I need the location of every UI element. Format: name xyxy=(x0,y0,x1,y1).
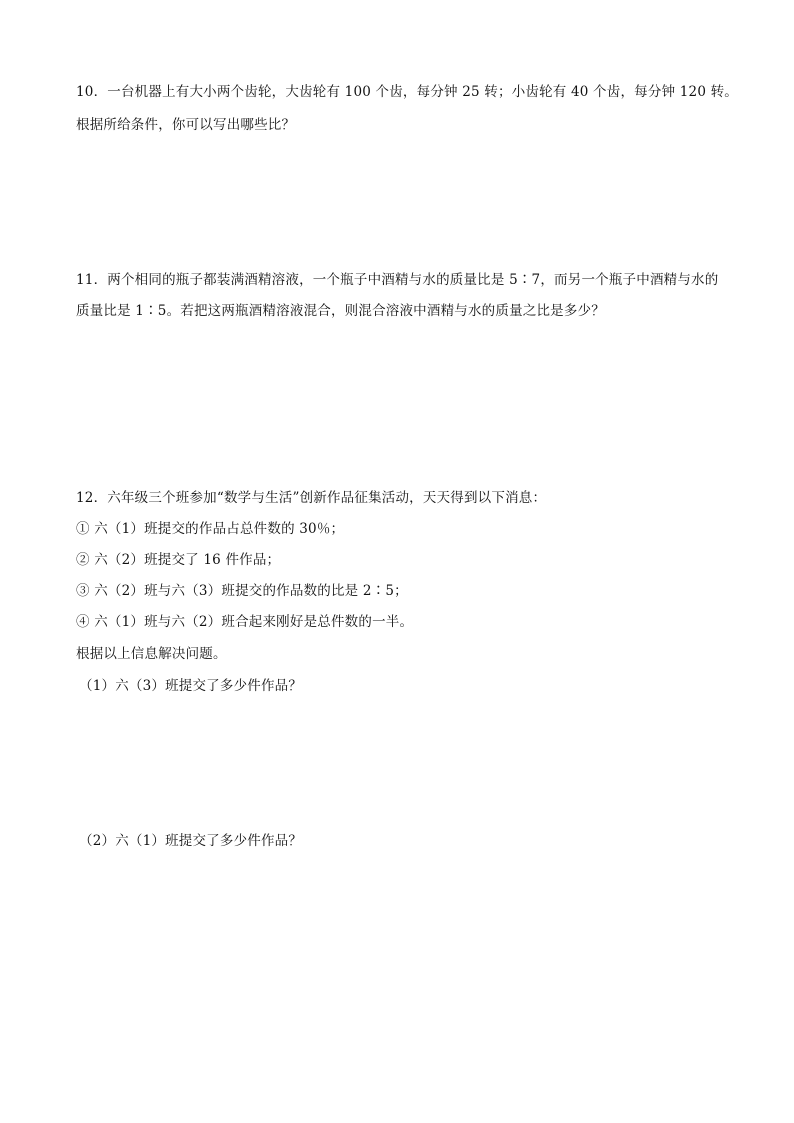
question-12-fact-4: ④ 六（1）班与六（2）班合起来刚好是总件数的一半。 xyxy=(76,614,414,630)
question-11-line-1: 11．两个相同的瓶子都装满酒精溶液，一个瓶子中酒精与水的质量比是 5∶7，而另一个瓶子中酒精与水的 xyxy=(76,272,719,288)
question-10-line-1: 10．一台机器上有大小两个齿轮，大齿轮有 100 个齿，每分钟 25 转；小齿轮有 40 个齿，每分钟 120 转。 xyxy=(76,84,738,100)
question-10-line-2: 根据所给条件，你可以写出哪些比？ xyxy=(76,117,296,133)
question-12-intro: 12．六年级三个班参加“数学与生活”创新作品征集活动，天天得到以下消息： xyxy=(76,490,547,506)
question-12-sub-1: （1）六（3）班提交了多少件作品？ xyxy=(79,678,303,694)
question-12-fact-1: ① 六（1）班提交的作品占总件数的 30％； xyxy=(76,521,345,537)
question-11-line-2: 质量比是 1∶5。若把这两瓶酒精溶液混合，则混合溶液中酒精与水的质量之比是多少？ xyxy=(76,303,605,319)
question-12-fact-3: ③ 六（2）班与六（3）班提交的作品数的比是 2∶5； xyxy=(76,583,408,599)
question-12-instruction: 根据以上信息解决问题。 xyxy=(76,646,227,662)
question-12-fact-2: ② 六（2）班提交了 16 件作品； xyxy=(76,552,281,568)
question-12-sub-2: （2）六（1）班提交了多少件作品？ xyxy=(79,833,303,849)
